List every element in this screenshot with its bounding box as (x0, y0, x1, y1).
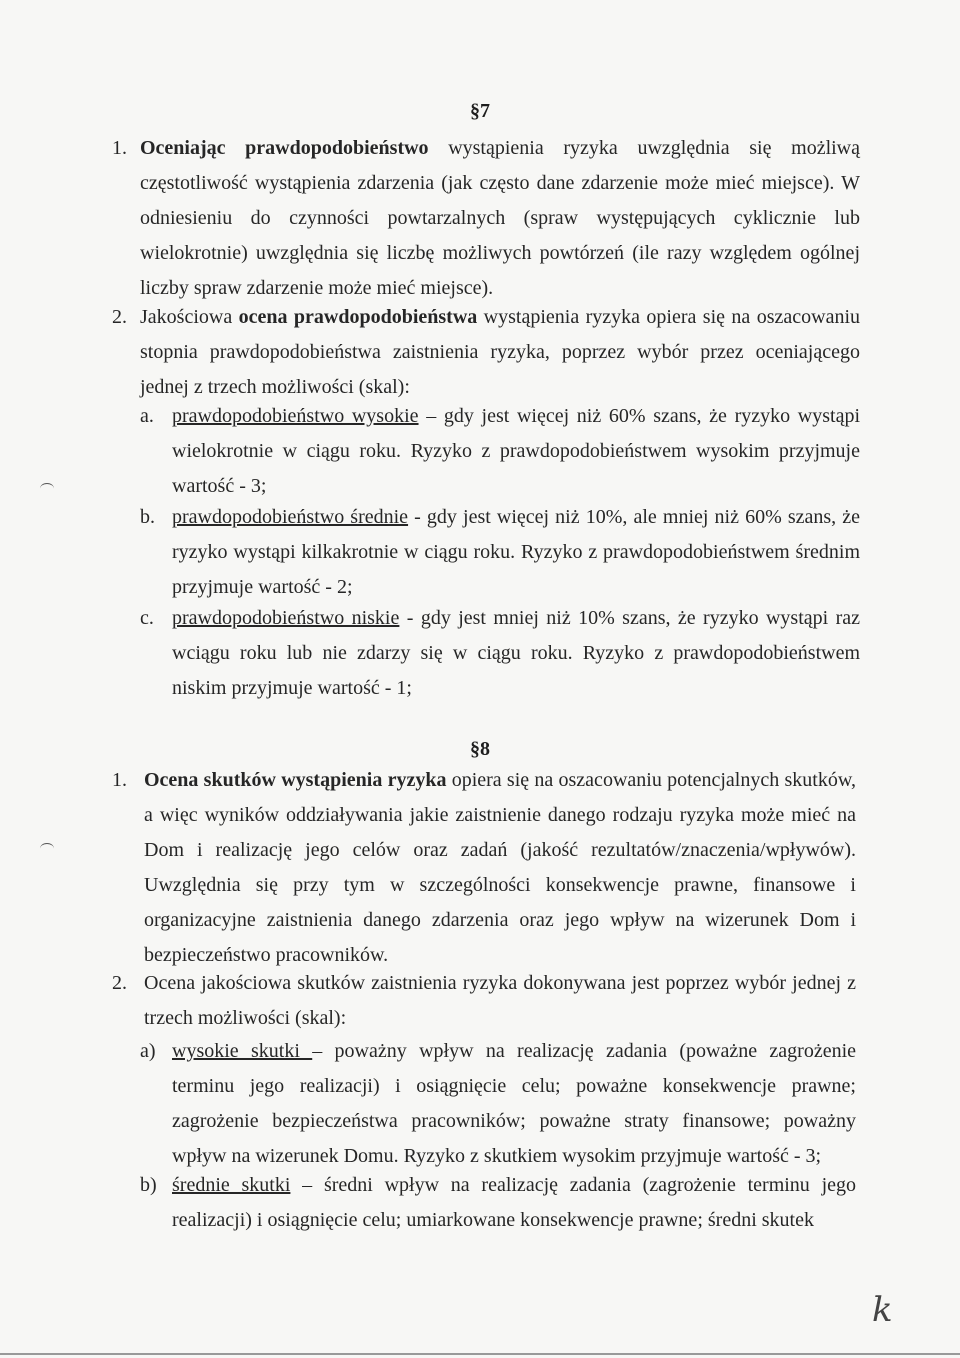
s7-item-b-term: prawdopodobieństwo średnie (172, 506, 409, 528)
s8-item-b-term: średnie skutki (172, 1174, 291, 1196)
s7-item-a-text: – gdy jest więcej niż 60% szans, że ryzyko wystąpi wielokrotnie w ciągu roku. Ryzyko z prawdopodobieństwem wysokim przyjmuje wartość - 3; (172, 405, 861, 497)
s7-p1-text: wystąpienia ryzyka uwzględnia się możliwą częstotliwość wystąpienia zdarzenia (jak często dane zdarzenie może mieć miejsce). W odniesieniu do czynności powtarzalnych (spraw występujących cyklicznie lub wielokrotnie) uwzględnia się liczbę możliwych powtórzeń (ile razy względem ogólnej liczby spraw zdarzenie może mieć miejsce). (140, 137, 861, 299)
s7-item-a (172, 399, 860, 504)
s8-p1-lead: Ocena skutków wystąpienia ryzyka (144, 769, 447, 791)
page-bottom-edge (0, 1353, 960, 1355)
s7-item-c-term: prawdopodobieństwo niskie (172, 607, 400, 629)
s7-p1-number: 1. (112, 137, 127, 159)
s8-paragraph-2: Ocena jakościowa skutków zaistnienia ryzyka dokonywana jest poprzez wybór jednej z trzech możliwości (skal): (144, 972, 856, 1029)
s8-p2-number: 2. (112, 972, 127, 994)
s8-item-b-text: – średni wpływ na realizację zadania (zagrożenie terminu jego realizacji) i osiągnięcie celu; umiarkowane konsekwencje prawne; średni skutek (172, 1174, 856, 1231)
s7-item-c-text: - gdy jest mniej niż 10% szans, że ryzyko wystąpi raz wciągu roku lub nie zdarzy się w ciągu roku. Ryzyko z prawdopodobieństwem niskim przyjmuje wartość - 1; (172, 607, 860, 699)
s8-item-a-text: – poważny wpływ na realizację zadania (poważne zagrożenie terminu jego realizacji) i osiągnięcie celu; poważne konsekwencje prawne; zagrożenie bezpieczeństwa pracowników; poważne straty finansowe; poważny wpływ na wizerunek Domu. Ryzyko z skutkiem wysokim przyjmuje wartość - 3; (172, 1040, 857, 1167)
s7-p2-pre: Jakościowa (140, 306, 239, 328)
punch-hole-mark (40, 843, 54, 854)
s7-item-b (172, 500, 860, 605)
punch-hole-mark (40, 483, 54, 494)
section-7-heading: §7 (470, 100, 490, 122)
s7-item-b-text: - gdy jest więcej niż 10%, ale mniej niż 60% szans, że ryzyko wystąpi kilkakrotnie w ciągu roku. Ryzyko z prawdopodobieństwem średnim przyjmuje wartość - 2; (172, 506, 860, 598)
s8-paragraph-1 (144, 763, 856, 973)
s7-p2-number: 2. (112, 306, 127, 328)
s8-item-a (172, 1034, 856, 1174)
s8-item-b-label: b) (140, 1174, 157, 1196)
s7-item-b-label: b. (140, 506, 155, 528)
s8-item-b (172, 1168, 856, 1238)
s7-p1-lead: Oceniając prawdopodobieństwo (140, 137, 429, 159)
s8-item-a-label: a) (140, 1040, 156, 1062)
s7-item-c-label: c. (140, 607, 154, 629)
s7-item-a-term: prawdopodobieństwo wysokie (172, 405, 419, 427)
s8-p1-text: opiera się na oszacowaniu potencjalnych skutków, a więc wyników oddziaływania jakie zaistnienie danego rodzaju ryzyka może mieć na Dom i realizację jego celów oraz zadań (jakość rezultatów/znaczenia/wpływów). Uwzględnia się przy tym w szczególności konsekwencje prawne, finansowe i organizacyjne zaistnienia danego zdarzenia oraz jego wpływ na wizerunek Dom i bezpieczeństwo pracowników. (144, 769, 856, 966)
s7-item-c (172, 601, 860, 706)
s8-p1-number: 1. (112, 769, 127, 791)
section-8-heading: §8 (470, 738, 490, 760)
s7-paragraph-2 (140, 300, 860, 405)
s8-item-a-term: wysokie skutki (172, 1040, 313, 1062)
s7-p2-text: wystąpienia ryzyka opiera się na oszacowaniu stopnia prawdopodobieństwa zaistnienia ryzyka, poprzez wybór przez oceniającego jednej z trzech możliwości (skal): (140, 306, 861, 398)
s7-p2-bold: ocena prawdopodobieństwa (238, 306, 478, 328)
s7-item-a-label: a. (140, 405, 154, 427)
s7-paragraph-1 (140, 131, 860, 306)
handwritten-initial: k (872, 1290, 893, 1330)
